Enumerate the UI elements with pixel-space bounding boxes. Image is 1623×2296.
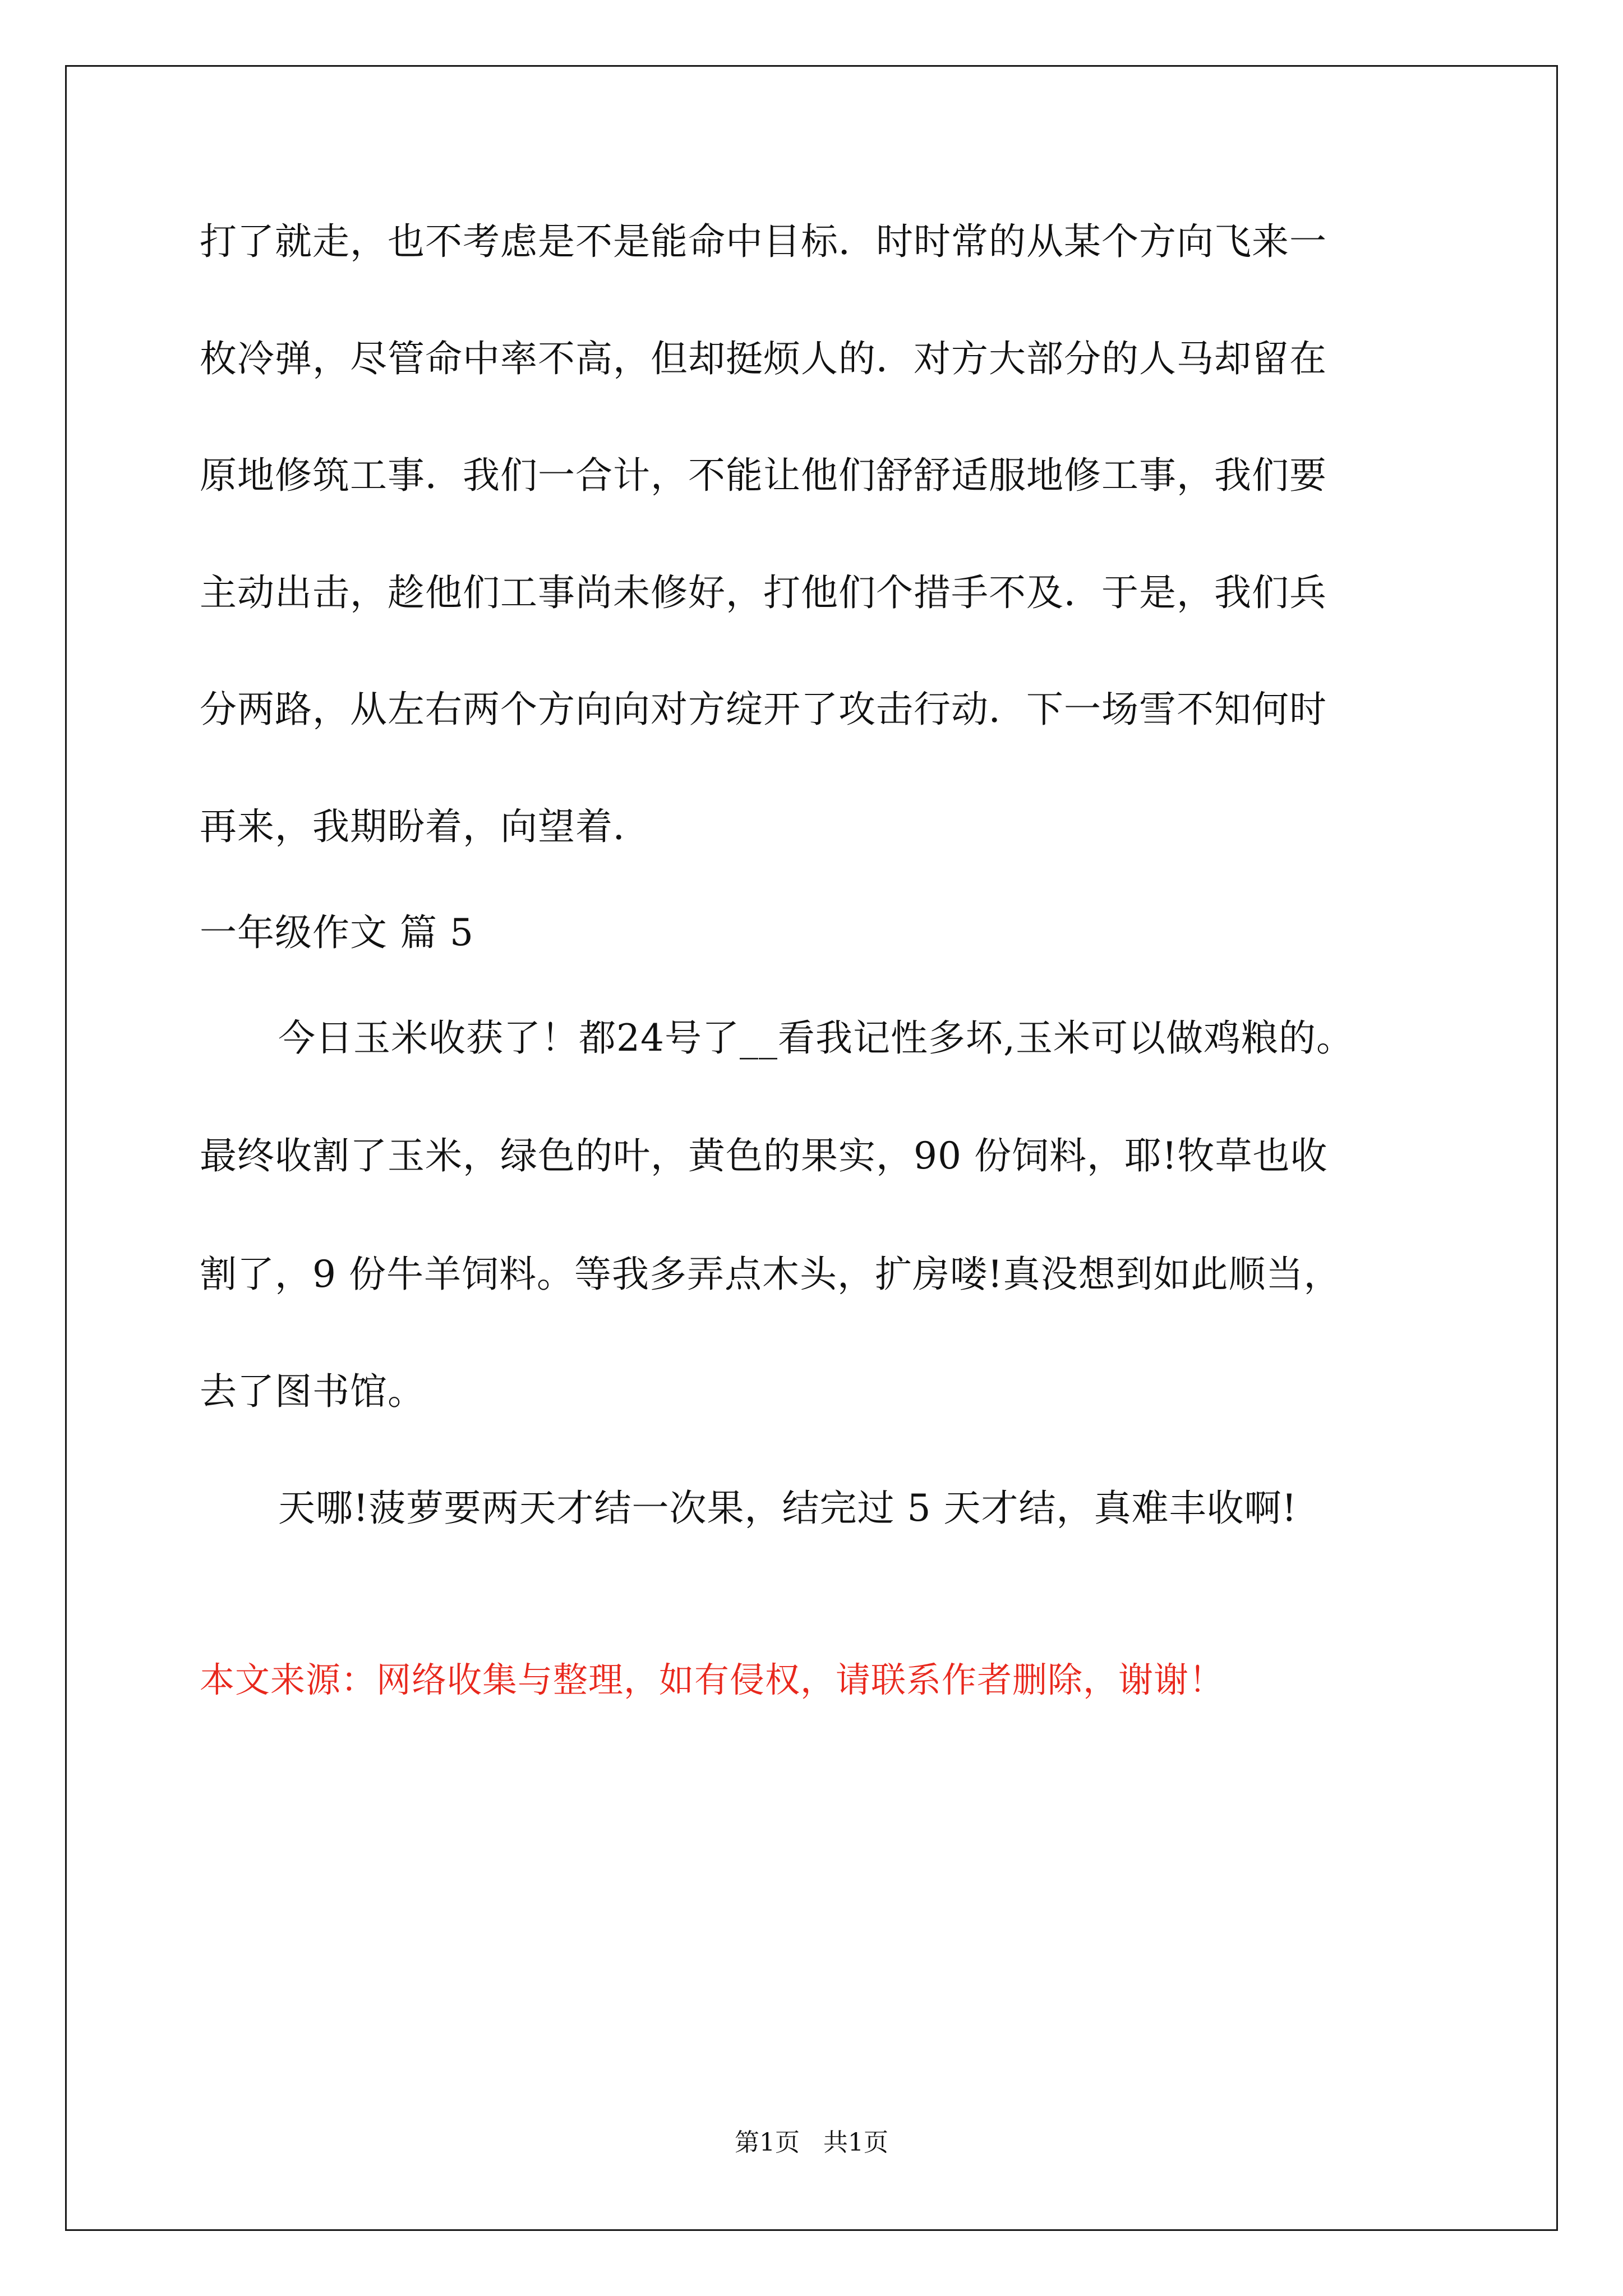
body-line: 割了，9 份牛羊饲料。等我多弄点木头，扩房喽!真没想到如此顺当，	[200, 1253, 1341, 1296]
page-number: 第1页	[735, 2128, 800, 2157]
source-notice: 本文来源：网络收集与整理，如有侵权，请联系作者删除，谢谢！	[200, 1659, 1225, 1700]
body-line: 分两路，从左右两个方向向对方绽开了攻击行动．下一场雪不知何时	[200, 688, 1327, 731]
section-heading: 一年级作文 篇 5	[200, 911, 474, 954]
body-line: 原地修筑工事．我们一合计，不能让他们舒舒适服地修工事，我们要	[200, 454, 1327, 497]
body-line: 天哪!菠萝要两天才结一次果，结完过 5 天才结，真难丰收啊!	[278, 1487, 1297, 1530]
body-line: 打了就走，也不考虑是不是能命中目标．时时常的从某个方向飞来一	[200, 220, 1327, 263]
body-line: 今日玉米收获了！都24号了__看我记性多坏,玉米可以做鸡粮的。	[278, 1016, 1354, 1060]
body-line: 最终收割了玉米，绿色的叶，黄色的果实，90 份饲料，耶!牧草也收	[200, 1134, 1328, 1177]
body-line: 去了图书馆。	[200, 1370, 425, 1413]
page-total: 共1页	[823, 2128, 888, 2157]
body-line: 枚冷弹，尽管命中率不高，但却挺烦人的．对方大部分的人马却留在	[200, 337, 1327, 380]
body-line: 主动出击，趁他们工事尚未修好，打他们个措手不及．于是，我们兵	[200, 571, 1327, 614]
body-line: 再来，我期盼着，向望着．	[200, 805, 651, 848]
page-footer	[0, 2126, 1623, 2160]
